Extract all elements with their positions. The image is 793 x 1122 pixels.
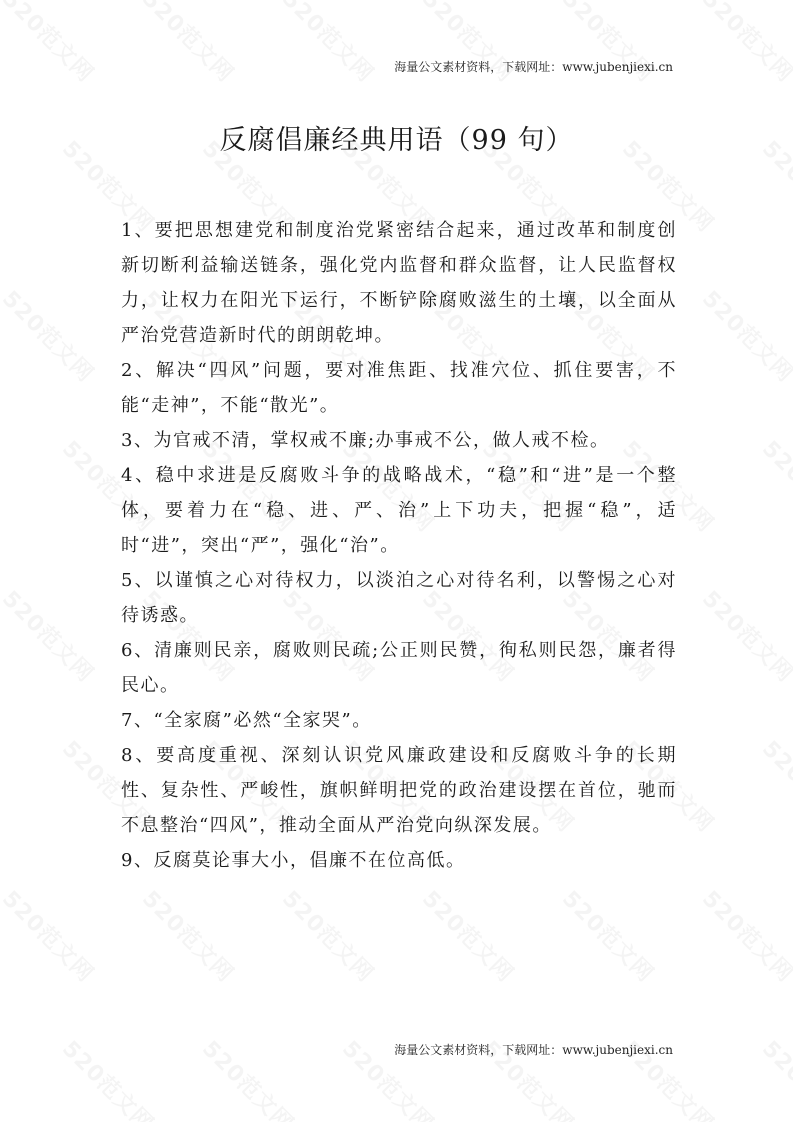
watermark-text [756,1033,793,1122]
watermark-text [696,883,793,988]
watermark-text [136,0,241,88]
watermark-text [276,0,381,88]
list-item: 3、为官戒不清，掌权戒不廉;办事戒不公，做人戒不检。 [121,430,610,451]
watermark-text [556,883,661,988]
watermark-text [756,433,793,538]
list-item: 2、解决“四风”问题，要对准焦距、找准穴位、抓住要害，不能“走神”，不能“散光”。 [121,360,677,416]
watermark-text [416,883,521,988]
watermark-text [136,883,241,988]
watermark-text [0,583,102,688]
list-item: 1、要把思想建党和制度治党紧密结合起来，通过改革和制度创新切断利益输送链条，强化党内监督和群众监督，让人民监督权力，让权力在阳光下运行，不断铲除腐败滋生的土壤，以全面从严治党营造新时代的朗朗乾坤。 [121,220,677,346]
watermark-text [0,0,102,88]
list-item: 5、以谨慎之心对待权力，以淡泊之心对待名利，以警惕之心对待诱惑。 [121,570,677,626]
watermark-text [696,283,793,388]
header-note: 海量公文素材资料，下载网址：www.jubenjiexi.cn [394,60,673,74]
list-item: 7、“全家腐”必然“全家哭”。 [121,710,372,731]
watermark-text [0,883,102,988]
watermark-text [696,0,793,88]
list-item: 9、反腐莫论事大小，倡廉不在位高低。 [121,850,466,871]
document-title: 反腐倡廉经典用语（99 句） [219,125,574,156]
list-item: 4、稳中求进是反腐败斗争的战略战术，“稳”和“进”是一个整体，要着力在“稳、进、严、治”上下功夫，把握“稳”，适时“进”，突出“严”，强化“治”。 [121,465,677,556]
watermark-text [0,283,102,388]
watermark-text [196,1033,301,1122]
watermark-text [56,1033,161,1122]
list-item: 6、清廉则民亲，腐败则民疏;公正则民赞，徇私则民怨，廉者得民心。 [121,640,677,696]
watermark-text [276,883,381,988]
watermark-text [756,733,793,838]
list-item: 8、要高度重视、深刻认识党风廉政建设和反腐败斗争的长期性、复杂性、严峻性，旗帜鲜明把党的政治建设摆在首位，驰而不息整治“四风”，推动全面从严治党向纵深发展。 [121,745,677,836]
footer-note: 海量公文素材资料，下载网址：www.jubenjiexi.cn [394,1043,673,1057]
watermark-text [696,583,793,688]
document-body [121,213,677,878]
